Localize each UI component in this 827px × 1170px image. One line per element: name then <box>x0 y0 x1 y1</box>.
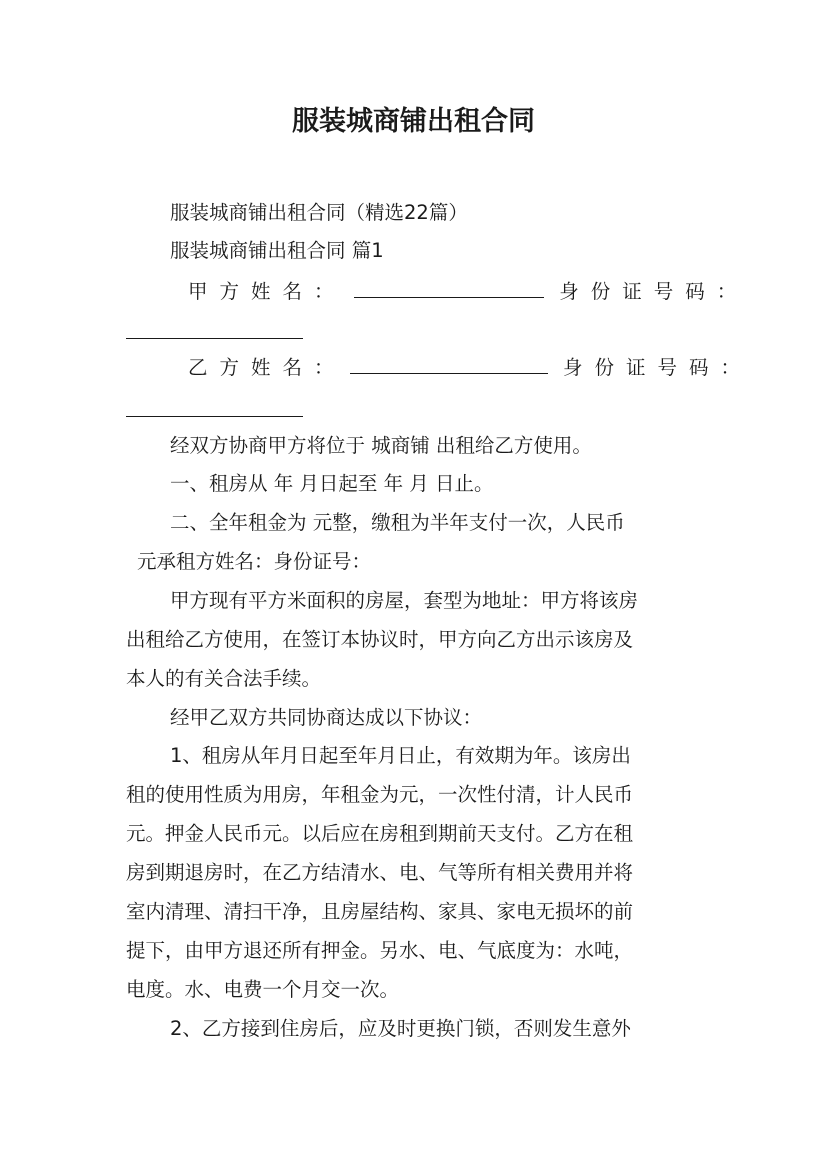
paragraph-6-line-5: 室内清理、清扫干净，且房屋结构、家具、家电无损坏的前 <box>126 900 634 923</box>
party-a-name-blank <box>354 279 544 298</box>
party-b-id-blank <box>126 398 303 417</box>
paragraph-4-line-1: 甲方现有平方米面积的房屋，套型为地址：甲方将该房 <box>170 589 639 612</box>
paragraph-3-line-1: 二、全年租金为 元整，缴租为半年支付一次，人民币 <box>170 511 625 534</box>
paragraph-6-line-3: 元。押金人民币元。以后应在房租到期前天支付。乙方在租 <box>126 822 634 845</box>
section-heading: 服装城商铺出租合同 篇1 <box>170 239 384 262</box>
party-b-name-label: 乙方姓名： <box>188 356 346 379</box>
paragraph-6-line-4: 房到期退房时，在乙方结清水、电、气等所有相关费用并将 <box>126 861 634 884</box>
party-b-id-label: 身份证号码： <box>562 356 752 379</box>
paragraph-4-line-3: 本人的有关合法手续。 <box>126 667 322 690</box>
paragraph-6-line-2: 租的使用性质为用房，年租金为元，一次性付清，计人民币 <box>126 783 634 806</box>
paragraph-5: 经甲乙双方共同协商达成以下协议： <box>170 706 483 729</box>
paragraph-2: 一、租房从 年 月日起至 年 月 日止。 <box>170 472 494 495</box>
paragraph-6-line-6: 提下，由甲方退还所有押金。另水、电、气底度为：水吨， <box>126 939 634 962</box>
document-title: 服装城商铺出租合同 <box>292 106 535 137</box>
document-subtitle: 服装城商铺出租合同（精选22篇） <box>170 201 468 224</box>
party-a-id-blank <box>126 320 303 339</box>
paragraph-1: 经双方协商甲方将位于 城商铺 出租给乙方使用。 <box>170 434 592 457</box>
party-a-id-label: 身份证号码： <box>559 280 749 303</box>
party-a-name-label: 甲方姓名： <box>188 280 346 303</box>
party-b-row <box>188 353 752 383</box>
paragraph-3-line-2: 元承租方姓名：身份证号： <box>137 550 372 573</box>
paragraph-6-line-1: 1、租房从年月日起至年月日止，有效期为年。该房出 <box>170 744 631 767</box>
paragraph-7-line-1: 2、乙方接到住房后，应及时更换门锁，否则发生意外 <box>170 1017 631 1040</box>
party-a-row <box>188 277 748 307</box>
party-a-id-row <box>126 318 303 348</box>
paragraph-6-line-7: 电度。水、电费一个月交一次。 <box>126 978 400 1001</box>
party-b-id-row <box>126 396 303 426</box>
party-b-name-blank <box>350 355 548 374</box>
paragraph-4-line-2: 出租给乙方使用，在签订本协议时，甲方向乙方出示该房及 <box>126 628 634 651</box>
